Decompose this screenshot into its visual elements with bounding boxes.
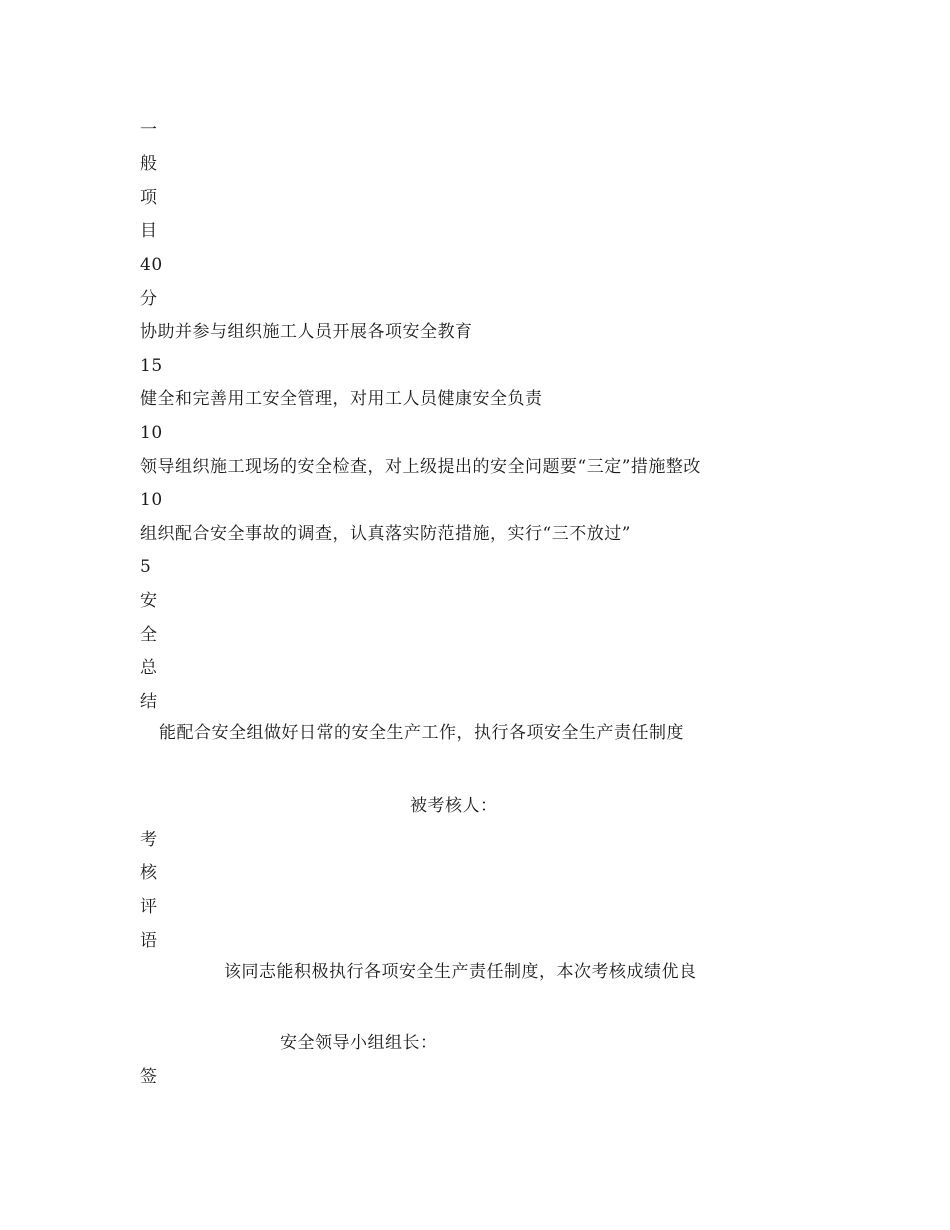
general-items-points-unit: 分 <box>140 289 158 309</box>
general-item-4-text: 组织配合安全事故的调查，认真落实防范措施，实行“三不放过” <box>140 524 631 544</box>
general-item-3-score: 10 <box>140 490 163 510</box>
safety-group-leader-signature-label: 安全领导小组组长： <box>280 1033 438 1053</box>
general-items-heading-char-2: 般 <box>140 154 158 174</box>
safety-summary-heading-char-2: 全 <box>140 625 158 645</box>
general-items-heading-char-4: 目 <box>140 221 158 241</box>
assessment-comment-heading-char-4: 语 <box>140 931 158 951</box>
general-items-heading-char-1: 一 <box>140 120 158 140</box>
general-items-points-value: 40 <box>140 255 163 275</box>
general-item-2-text: 健全和完善用工安全管理，对用工人员健康安全负责 <box>140 389 543 409</box>
assessment-comment-heading-char-2: 核 <box>140 863 158 883</box>
safety-summary-heading-char-1: 安 <box>140 591 158 611</box>
general-items-heading-char-3: 项 <box>140 188 158 208</box>
safety-summary-heading-char-4: 结 <box>140 692 158 712</box>
safety-summary-content: 能配合安全组做好日常的安全生产工作，执行各项安全生产责任制度 <box>159 723 684 743</box>
assessee-signature-label: 被考核人： <box>410 796 498 816</box>
general-item-1-score: 15 <box>140 356 163 376</box>
general-item-4-score: 5 <box>140 557 152 577</box>
signature-heading-char: 签 <box>140 1067 158 1087</box>
general-item-1-text: 协助并参与组织施工人员开展各项安全教育 <box>140 322 473 342</box>
assessment-comment-heading-char-3: 评 <box>140 897 158 917</box>
safety-summary-heading-char-3: 总 <box>140 658 158 678</box>
assessment-comment-heading-char-1: 考 <box>140 830 158 850</box>
assessment-comment-content: 该同志能积极执行各项安全生产责任制度，本次考核成绩优良 <box>224 962 697 982</box>
general-item-2-score: 10 <box>140 423 163 443</box>
general-item-3-text: 领导组织施工现场的安全检查，对上级提出的安全问题要“三定”措施整改 <box>140 457 701 477</box>
